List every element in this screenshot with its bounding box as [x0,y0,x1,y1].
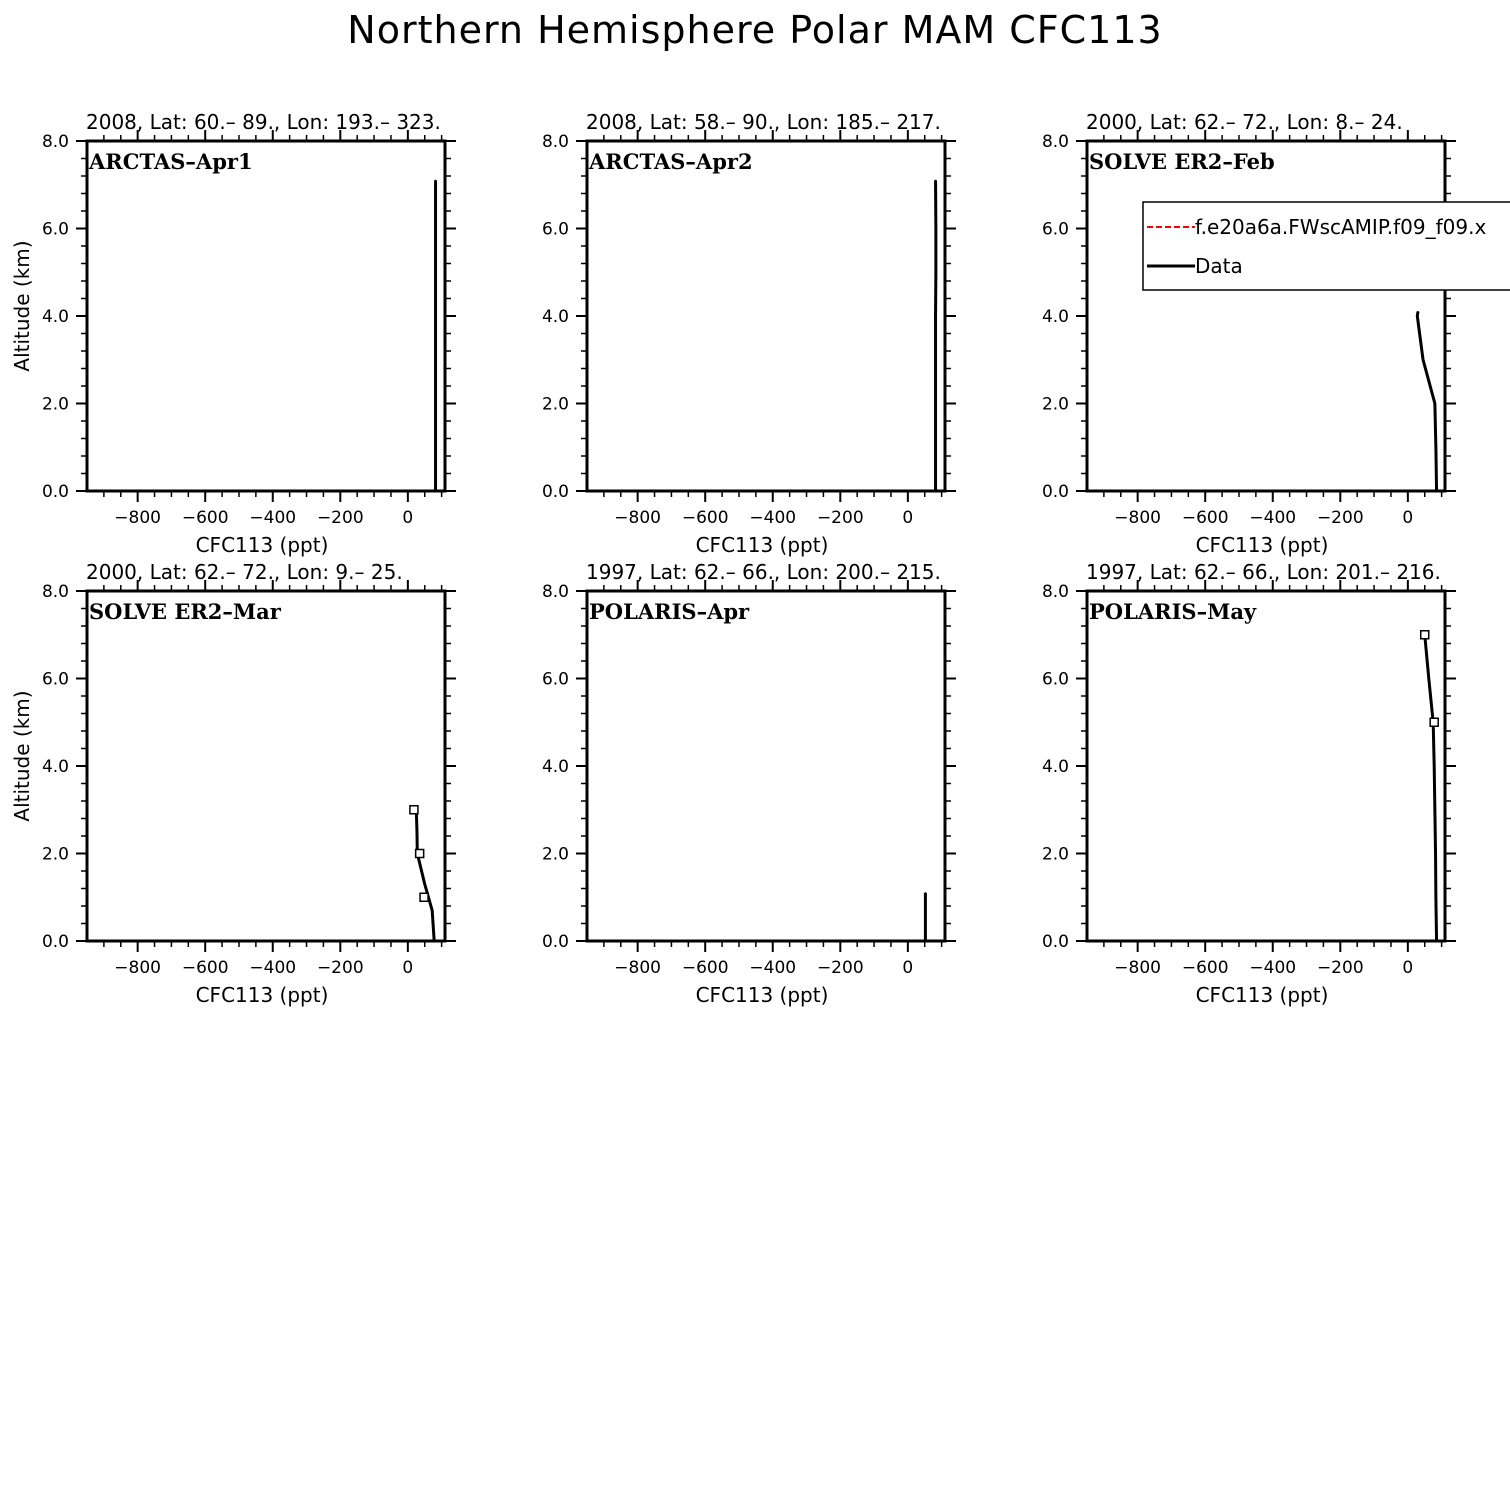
y-tick-label: 8.0 [41,582,69,602]
y-tick-label: 0.0 [41,932,69,952]
plot-frame [587,591,945,941]
x-tick-label: 0 [402,508,414,528]
x-tick-label: −200 [816,508,864,528]
y-tick-label: 2.0 [541,394,569,415]
y-tick-label: 4.0 [41,757,69,777]
chart-panel-1 [10,110,456,557]
y-tick-label: 0.0 [41,482,69,502]
data-point [935,180,937,182]
data-series-line [1425,635,1437,941]
legend [1143,202,1510,290]
x-tick-label: −200 [1316,958,1364,978]
x-axis-label: CFC113 (ppt) [695,983,829,1007]
data-series-line [416,810,434,941]
panel-label: POLARIS–May [1089,599,1257,624]
x-tick-label: −400 [749,958,797,978]
x-tick-label: −800 [114,508,162,528]
data-point [431,910,433,912]
chart-panel-3 [1042,110,1456,557]
x-tick-label: −200 [316,958,364,978]
data-point [935,490,937,492]
y-tick-label: 2.0 [41,394,69,415]
data-point [433,940,435,942]
data-point [1434,809,1436,811]
plot-frame [1087,141,1445,491]
data-series-line [1417,312,1436,491]
y-tick-label: 6.0 [1041,669,1069,690]
data-point [1434,403,1436,405]
data-point [1417,311,1419,313]
y-tick-label: 6.0 [541,219,569,240]
panel-label: POLARIS–Apr [589,599,750,624]
data-point [925,940,927,942]
x-tick-label: −600 [1181,508,1229,528]
data-point [1436,490,1438,492]
data-point [935,403,937,405]
x-tick-label: −800 [1114,508,1162,528]
x-axis-label: CFC113 (ppt) [1195,533,1329,557]
x-tick-label: −800 [614,508,662,528]
plot-frame [587,141,945,491]
data-point [435,490,437,492]
data-point [435,315,437,317]
y-tick-label: 8.0 [541,132,569,152]
data-marker [416,850,424,858]
x-tick-label: −600 [1181,958,1229,978]
y-tick-label: 4.0 [41,307,69,327]
x-tick-label: −200 [1316,508,1364,528]
figure-title: Northern Hemisphere Polar MAM CFC113 [347,8,1163,52]
x-tick-label: −600 [681,958,729,978]
data-point [1436,940,1438,942]
x-tick-label: −800 [114,958,162,978]
data-point [935,359,937,361]
y-tick-label: 8.0 [1041,582,1069,602]
x-tick-label: 0 [902,508,914,528]
data-point [435,359,437,361]
chart-panel-4 [10,560,456,1007]
data-point [1435,446,1437,448]
x-tick-label: −200 [316,508,364,528]
panel-subtitle: 1997, Lat: 62.– 66., Lon: 200.– 215. [586,560,941,584]
y-tick-label: 0.0 [1041,932,1069,952]
y-tick-label: 4.0 [541,757,569,777]
y-tick-label: 4.0 [1041,757,1069,777]
plot-frame [87,591,445,941]
x-tick-label: 0 [902,958,914,978]
x-axis-label: CFC113 (ppt) [195,983,329,1007]
y-tick-label: 2.0 [1041,844,1069,865]
x-tick-label: 0 [1402,508,1414,528]
data-point [925,918,927,920]
data-marker [420,893,428,901]
panel-subtitle: 2008, Lat: 60.– 89., Lon: 193.– 323. [86,110,441,134]
panel-label: ARCTAS–Apr1 [89,149,253,174]
data-point [1417,315,1419,317]
panel-subtitle: 2008, Lat: 58.– 90., Lon: 185.– 217. [586,110,941,134]
y-tick-label: 0.0 [541,482,569,502]
panel-label: ARCTAS–Apr2 [589,149,753,174]
panel-subtitle: 2000, Lat: 62.– 72., Lon: 8.– 24. [1086,110,1403,134]
panel-subtitle: 1997, Lat: 62.– 66., Lon: 201.– 216. [1086,560,1441,584]
data-point [1428,678,1430,680]
data-marker [1421,631,1429,639]
x-tick-label: 0 [1402,958,1414,978]
x-tick-label: −400 [1249,508,1297,528]
data-point [935,315,937,317]
data-point [416,831,418,833]
data-marker [1430,718,1438,726]
y-tick-label: 2.0 [1041,394,1069,415]
y-tick-label: 6.0 [1041,219,1069,240]
data-point [1435,853,1437,855]
legend-label-1: f.e20a6a.FWscAMIP.f09_f09.x [1195,215,1487,239]
plot-frame [87,141,445,491]
y-axis-label: Altitude (km) [10,240,34,372]
y-tick-label: 4.0 [1041,307,1069,327]
x-tick-label: −600 [181,508,229,528]
y-tick-label: 6.0 [41,219,69,240]
chart-panel-5 [542,560,956,1007]
data-point [935,228,937,230]
data-point [1433,765,1435,767]
x-tick-label: −400 [1249,958,1297,978]
data-marker [410,806,418,814]
x-tick-label: −400 [249,508,297,528]
y-tick-label: 2.0 [541,844,569,865]
x-tick-label: −400 [249,958,297,978]
x-tick-label: −600 [181,958,229,978]
y-tick-label: 0.0 [541,932,569,952]
data-point [925,892,927,894]
panel-subtitle: 2000, Lat: 62.– 72., Lon: 9.– 25. [86,560,403,584]
x-tick-label: −200 [816,958,864,978]
x-axis-label: CFC113 (ppt) [195,533,329,557]
x-tick-label: 0 [402,958,414,978]
y-axis-label: Altitude (km) [10,690,34,822]
plot-frame [1087,591,1445,941]
x-tick-label: −800 [1114,958,1162,978]
data-point [935,271,937,273]
chart-panel-6 [1042,560,1456,1007]
legend-label-2: Data [1195,254,1243,278]
chart-panel-2 [542,110,956,557]
data-point [435,403,437,405]
x-tick-label: −800 [614,958,662,978]
data-point [935,446,937,448]
y-tick-label: 6.0 [541,669,569,690]
y-tick-label: 0.0 [1041,482,1069,502]
panel-label: SOLVE ER2–Feb [1089,149,1275,174]
data-point [435,180,437,182]
y-tick-label: 8.0 [41,132,69,152]
x-tick-label: −600 [681,508,729,528]
y-tick-label: 4.0 [541,307,569,327]
y-tick-label: 2.0 [41,844,69,865]
x-axis-label: CFC113 (ppt) [695,533,829,557]
panel-label: SOLVE ER2–Mar [89,599,281,624]
data-point [1422,359,1424,361]
y-tick-label: 6.0 [41,669,69,690]
x-tick-label: −400 [749,508,797,528]
y-tick-label: 8.0 [1041,132,1069,152]
data-point [435,228,437,230]
data-point [435,271,437,273]
x-axis-label: CFC113 (ppt) [1195,983,1329,1007]
data-point [424,883,426,885]
y-tick-label: 8.0 [541,582,569,602]
data-point [435,446,437,448]
data-point [1435,896,1437,898]
